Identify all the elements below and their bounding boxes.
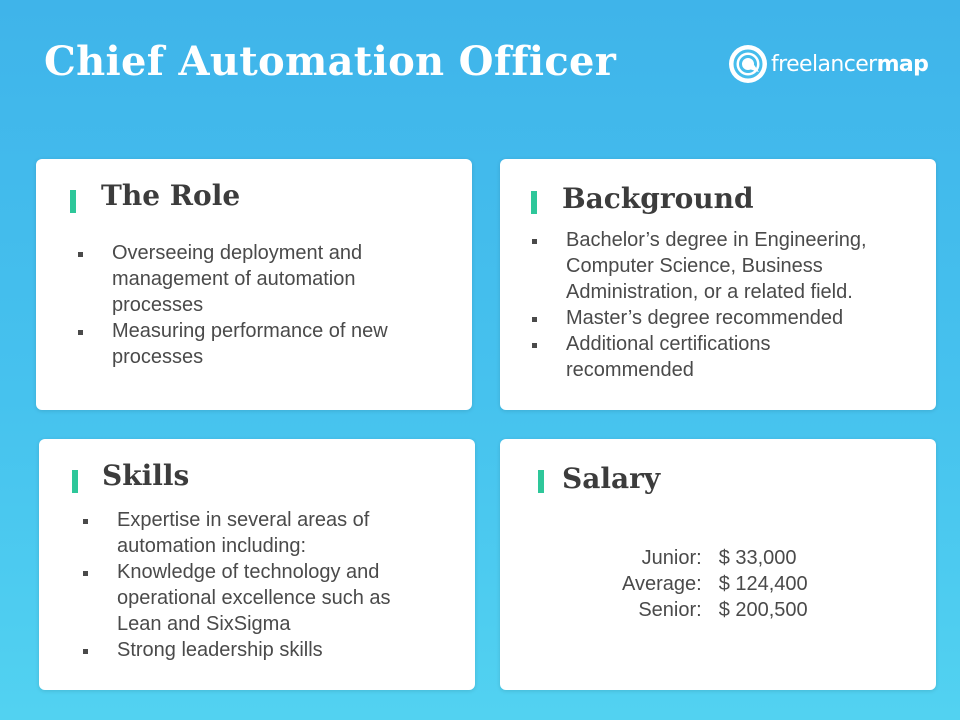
background-title: Background xyxy=(562,182,754,215)
bullet-icon xyxy=(83,519,88,524)
logo-text-regular: freelancer xyxy=(771,51,877,77)
salary-card xyxy=(500,439,936,690)
salary-row-junior xyxy=(622,545,808,571)
list-item xyxy=(527,331,887,383)
logo-text-bold: map xyxy=(876,51,929,77)
skills-list xyxy=(78,507,438,663)
background-card xyxy=(500,159,936,410)
background-list xyxy=(527,227,887,383)
list-item-text: Strong leadership skills xyxy=(117,639,323,661)
list-item xyxy=(78,559,438,637)
list-item xyxy=(73,318,443,370)
list-item-text: Bachelor’s degree in Engineering, Computer Science, Business Administration, or a related field. xyxy=(566,229,867,303)
list-item xyxy=(527,227,887,305)
page-title: Chief Automation Officer xyxy=(44,38,617,85)
list-item-text: Knowledge of technology and operational excellence such as Lean and SixSigma xyxy=(117,561,391,635)
role-card xyxy=(36,159,472,410)
salary-accent-bar xyxy=(538,470,544,493)
role-title: The Role xyxy=(101,179,241,212)
salary-label: Junior: xyxy=(641,547,702,569)
list-item-text: Expertise in several areas of automation including: xyxy=(117,509,370,557)
skills-title: Skills xyxy=(102,459,190,492)
salary-label: Senior: xyxy=(638,599,702,621)
salary-label: Average: xyxy=(622,573,702,595)
salary-table xyxy=(622,545,808,623)
salary-row-average xyxy=(622,571,808,597)
skills-card xyxy=(39,439,475,690)
bullet-icon xyxy=(532,317,537,322)
list-item-text: Additional certifications recommended xyxy=(566,333,771,381)
skills-accent-bar xyxy=(72,470,78,493)
list-item xyxy=(527,305,887,331)
bullet-icon xyxy=(78,252,83,257)
logo-wordmark xyxy=(771,52,928,77)
list-item xyxy=(78,637,438,663)
freelancermap-logo-icon xyxy=(728,44,768,84)
salary-value: $ 200,500 xyxy=(718,599,808,621)
bullet-icon xyxy=(83,649,88,654)
salary-row-senior xyxy=(622,597,808,623)
freelancermap-logo[interactable] xyxy=(728,44,928,84)
bullet-icon xyxy=(532,343,537,348)
bullet-icon xyxy=(78,330,83,335)
salary-title: Salary xyxy=(562,462,661,495)
role-list xyxy=(73,240,443,370)
salary-value: $ 33,000 xyxy=(718,547,797,569)
list-item xyxy=(73,240,443,318)
role-accent-bar xyxy=(70,190,76,213)
list-item-text: Measuring performance of new processes xyxy=(112,320,388,368)
bullet-icon xyxy=(532,239,537,244)
list-item xyxy=(78,507,438,559)
background-accent-bar xyxy=(531,191,537,214)
list-item-text: Master’s degree recommended xyxy=(566,307,844,329)
list-item-text: Overseeing deployment and management of automation processes xyxy=(112,242,363,316)
bullet-icon xyxy=(83,571,88,576)
salary-value: $ 124,400 xyxy=(718,573,808,595)
